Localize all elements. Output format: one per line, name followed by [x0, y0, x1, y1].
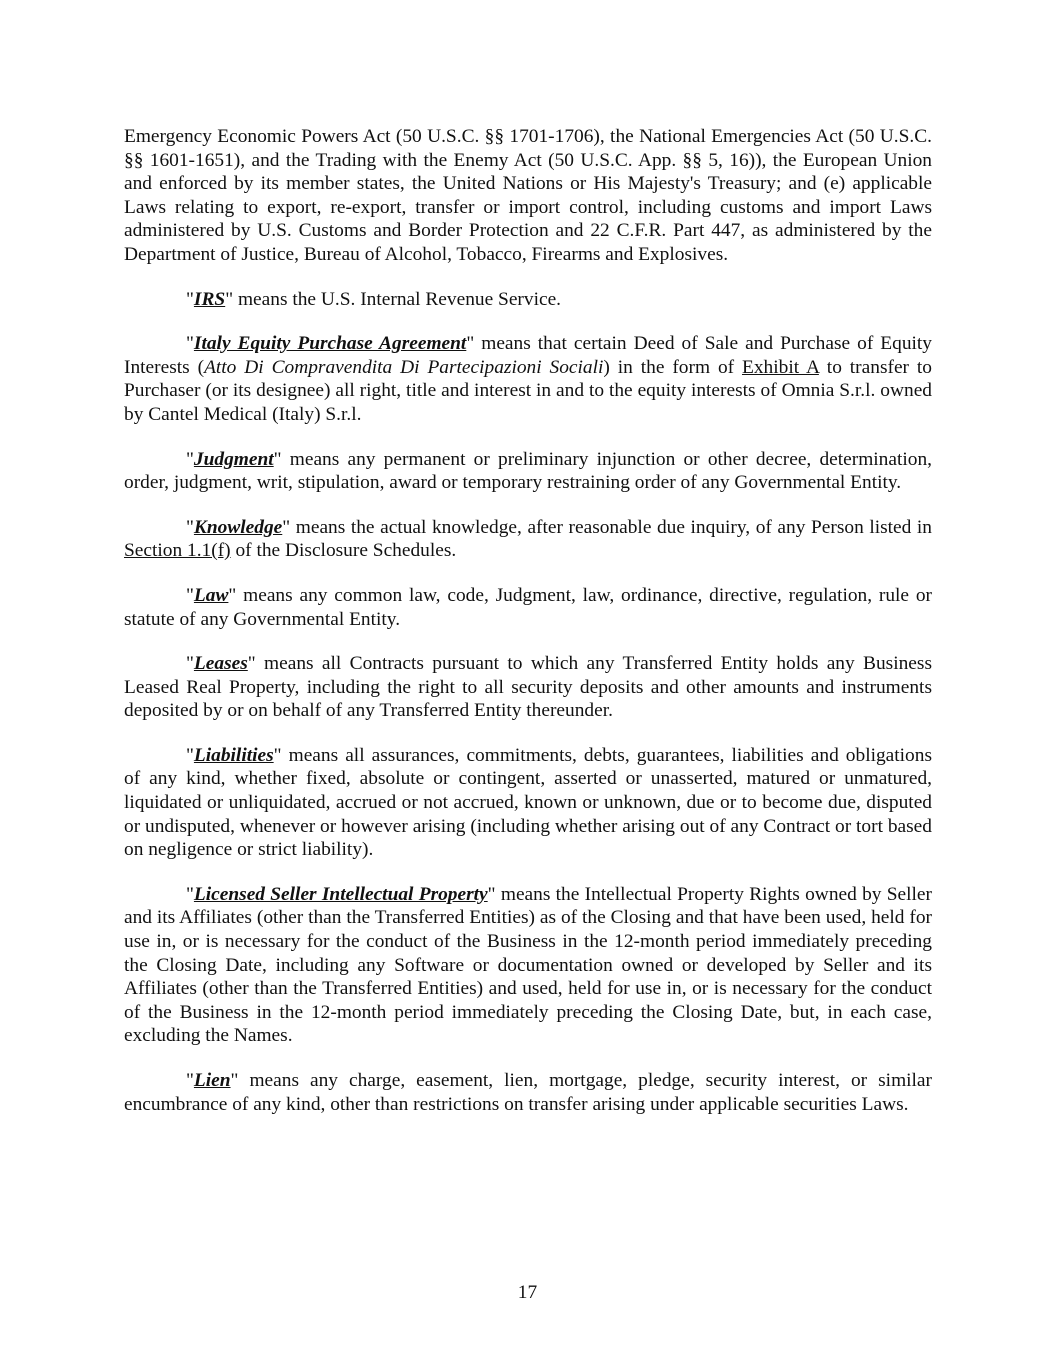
defined-term-italy-equity-purchase-agreement: Italy Equity Purchase Agreement	[193, 333, 467, 355]
definition-licensed-text: means the Intellectual Property Rights owned by Seller and its Affiliates (other than the Transferred Entities) as of the Closing and that have been used, held for use in, or is necessary for the conduct of the Business in the 12-month period immediately preceding the Closing Date, including any Software or documentation owned or developed by Seller and its Affiliates (other than the Transferred Entities) and used, held for use in, or is necessary for the conduct of the Business in the 12-month period immediately preceding the Closing Date, but, in each case, excluding the Names.	[124, 883, 932, 1047]
definition-leases-text: means all Contracts pursuant to which any Transferred Entity holds any Business Leased Real Property, including the right to all security deposits and other amounts and instruments deposited by or on behalf of any Transferred Entity thereunder.	[124, 653, 932, 722]
defined-term-leases: Leases	[193, 653, 248, 675]
definition-knowledge-text-a: means the actual knowledge, after reasonable due inquiry, of any Person listed in	[290, 516, 932, 538]
defined-term-licensed-seller-ip: Licensed Seller Intellectual Property	[193, 883, 488, 905]
definition-lien-text: means any charge, easement, lien, mortgage, pledge, security interest, or similar encumbrance of any kind, other than restrictions on transfer arising under applicable securities Laws.	[124, 1070, 932, 1115]
defined-term-liabilities: Liabilities	[193, 744, 274, 766]
definition-judgment: "Judgment" means any permanent or preliminary injunction or other decree, determination, order, judgment, writ, stipulation, award or temporary restraining order of any Governmental Entity.	[124, 448, 932, 494]
intro-paragraph	[124, 125, 932, 267]
definition-knowledge: "Knowledge" means the actual knowledge, after reasonable due inquiry, of any Person listed in Section 1.1(f) of the Disclosure Schedules.	[124, 516, 932, 562]
definition-lien: "Lien" means any charge, easement, lien, mortgage, pledge, security interest, or similar encumbrance of any kind, other than restrictions on transfer arising under applicable securities Laws.	[124, 1070, 932, 1115]
definition-italy-text-b: ) in the form of	[603, 356, 743, 378]
definition-leases: "Leases" means all Contracts pursuant to which any Transferred Entity holds any Business Leased Real Property, including the right to all security deposits and other amounts and instruments deposited by or on behalf of any Transferred Entity thereunder.	[124, 653, 932, 722]
defined-term-judgment: Judgment	[193, 448, 274, 470]
definition-irs: "IRS" means the U.S. Internal Revenue Service.	[186, 288, 562, 310]
definition-licensed-seller-ip: "Licensed Seller Intellectual Property" means the Intellectual Property Rights owned by Seller and its Affiliates (other than the Transferred Entities) as of the Closing and that have been used, held for use in, or is necessary for the conduct of the Business in the 12-month period immediately preceding the Closing Date, including any Software or documentation owned or developed by Seller and its Affiliates (other than the Transferred Entities) and used, held for use in, or is necessary for the conduct of the Business in the 12-month period immediately preceding the Closing Date, but, in each case, excluding the Names.	[124, 883, 932, 1047]
definition-law: "Law" means any common law, code, Judgment, law, ordinance, directive, regulation, rule or statute of any Governmental Entity.	[124, 584, 932, 630]
defined-term-lien: Lien	[193, 1070, 231, 1091]
defined-term-irs: IRS	[193, 288, 226, 310]
definition-italy-italic-title: Atto Di Compravendita Di Partecipazioni Sociali	[204, 356, 604, 378]
definition-irs-text: means the U.S. Internal Revenue Service.	[233, 288, 562, 310]
exhibit-a-reference: Exhibit A	[742, 356, 819, 378]
definition-liabilities: "Liabilities" means all assurances, commitments, debts, guarantees, liabilities and obligations of any kind, whether fixed, absolute or contingent, asserted or unasserted, matured or unmatured, liquidated or unliquidated, accrued or not accrued, known or unknown, due or to become due, disputed or undisputed, whenever or however arising (including whether arising out of any Contract or tort based on negligence or strict liability).	[124, 744, 932, 861]
definition-liabilities-text: means all assurances, commitments, debts, guarantees, liabilities and obligations of any kind, whether fixed, absolute or contingent, asserted or unasserted, matured or unmatured, liquidated or unliquidated, accrued or not accrued, known or unknown, due or to become due, disputed or undisputed, whenever or however arising (including whether arising out of any Contract or tort based on negligence or strict liability).	[124, 744, 932, 861]
defined-term-knowledge: Knowledge	[193, 516, 283, 538]
definition-italy-equity-purchase-agreement: "Italy Equity Purchase Agreement" means that certain Deed of Sale and Purchase of Equity Interests (Atto Di Compravendita Di Partecipazioni Sociali) in the form of Exhibit A to transfer to Purchaser (or its designee) all right, title and interest in and to the equity interests of Omnia S.r.l. owned by Cantel Medical (Italy) S.r.l.	[124, 333, 932, 425]
definition-knowledge-text-b: of the Disclosure Schedules.	[230, 540, 457, 562]
definition-italy-text-c: to transfer to Purchaser (or its designee) all right, title and interest in and to the equity interests of Omnia S.r.l. owned by Cantel Medical (Italy) S.r.l.	[124, 356, 932, 425]
section-reference: Section 1.1(f)	[124, 540, 231, 562]
definition-law-text: means any common law, code, Judgment, law, ordinance, directive, regulation, rule or statute of any Governmental Entity.	[124, 584, 932, 630]
definition-judgment-text: means any permanent or preliminary injunction or other decree, determination, order, judgment, writ, stipulation, award or temporary restraining order of any Governmental Entity.	[124, 448, 932, 494]
document-page	[124, 125, 932, 1137]
defined-term-law: Law	[193, 584, 229, 606]
page-number: 17	[517, 1282, 538, 1303]
intro-text: Emergency Economic Powers Act (50 U.S.C. §§ 1701-1706), the National Emergencies Act (50 U.S.C. §§ 1601-1651), and the Trading with the Enemy Act (50 U.S.C. App. §§ 5, 16)), the European Union and enforced by its member states, the United Nations or His Majesty's Treasury; and (e) applicable Laws relating to export, re-export, transfer or import control, including customs and import Laws administered by U.S. Customs and Border Protection and 22 C.F.R. Part 447, as administered by the Department of Justice, Bureau of Alcohol, Tobacco, Firearms and Explosives.	[124, 126, 932, 265]
definition-italy-text-a: means that certain Deed of Sale and Purchase of Equity Interests (	[124, 333, 932, 378]
